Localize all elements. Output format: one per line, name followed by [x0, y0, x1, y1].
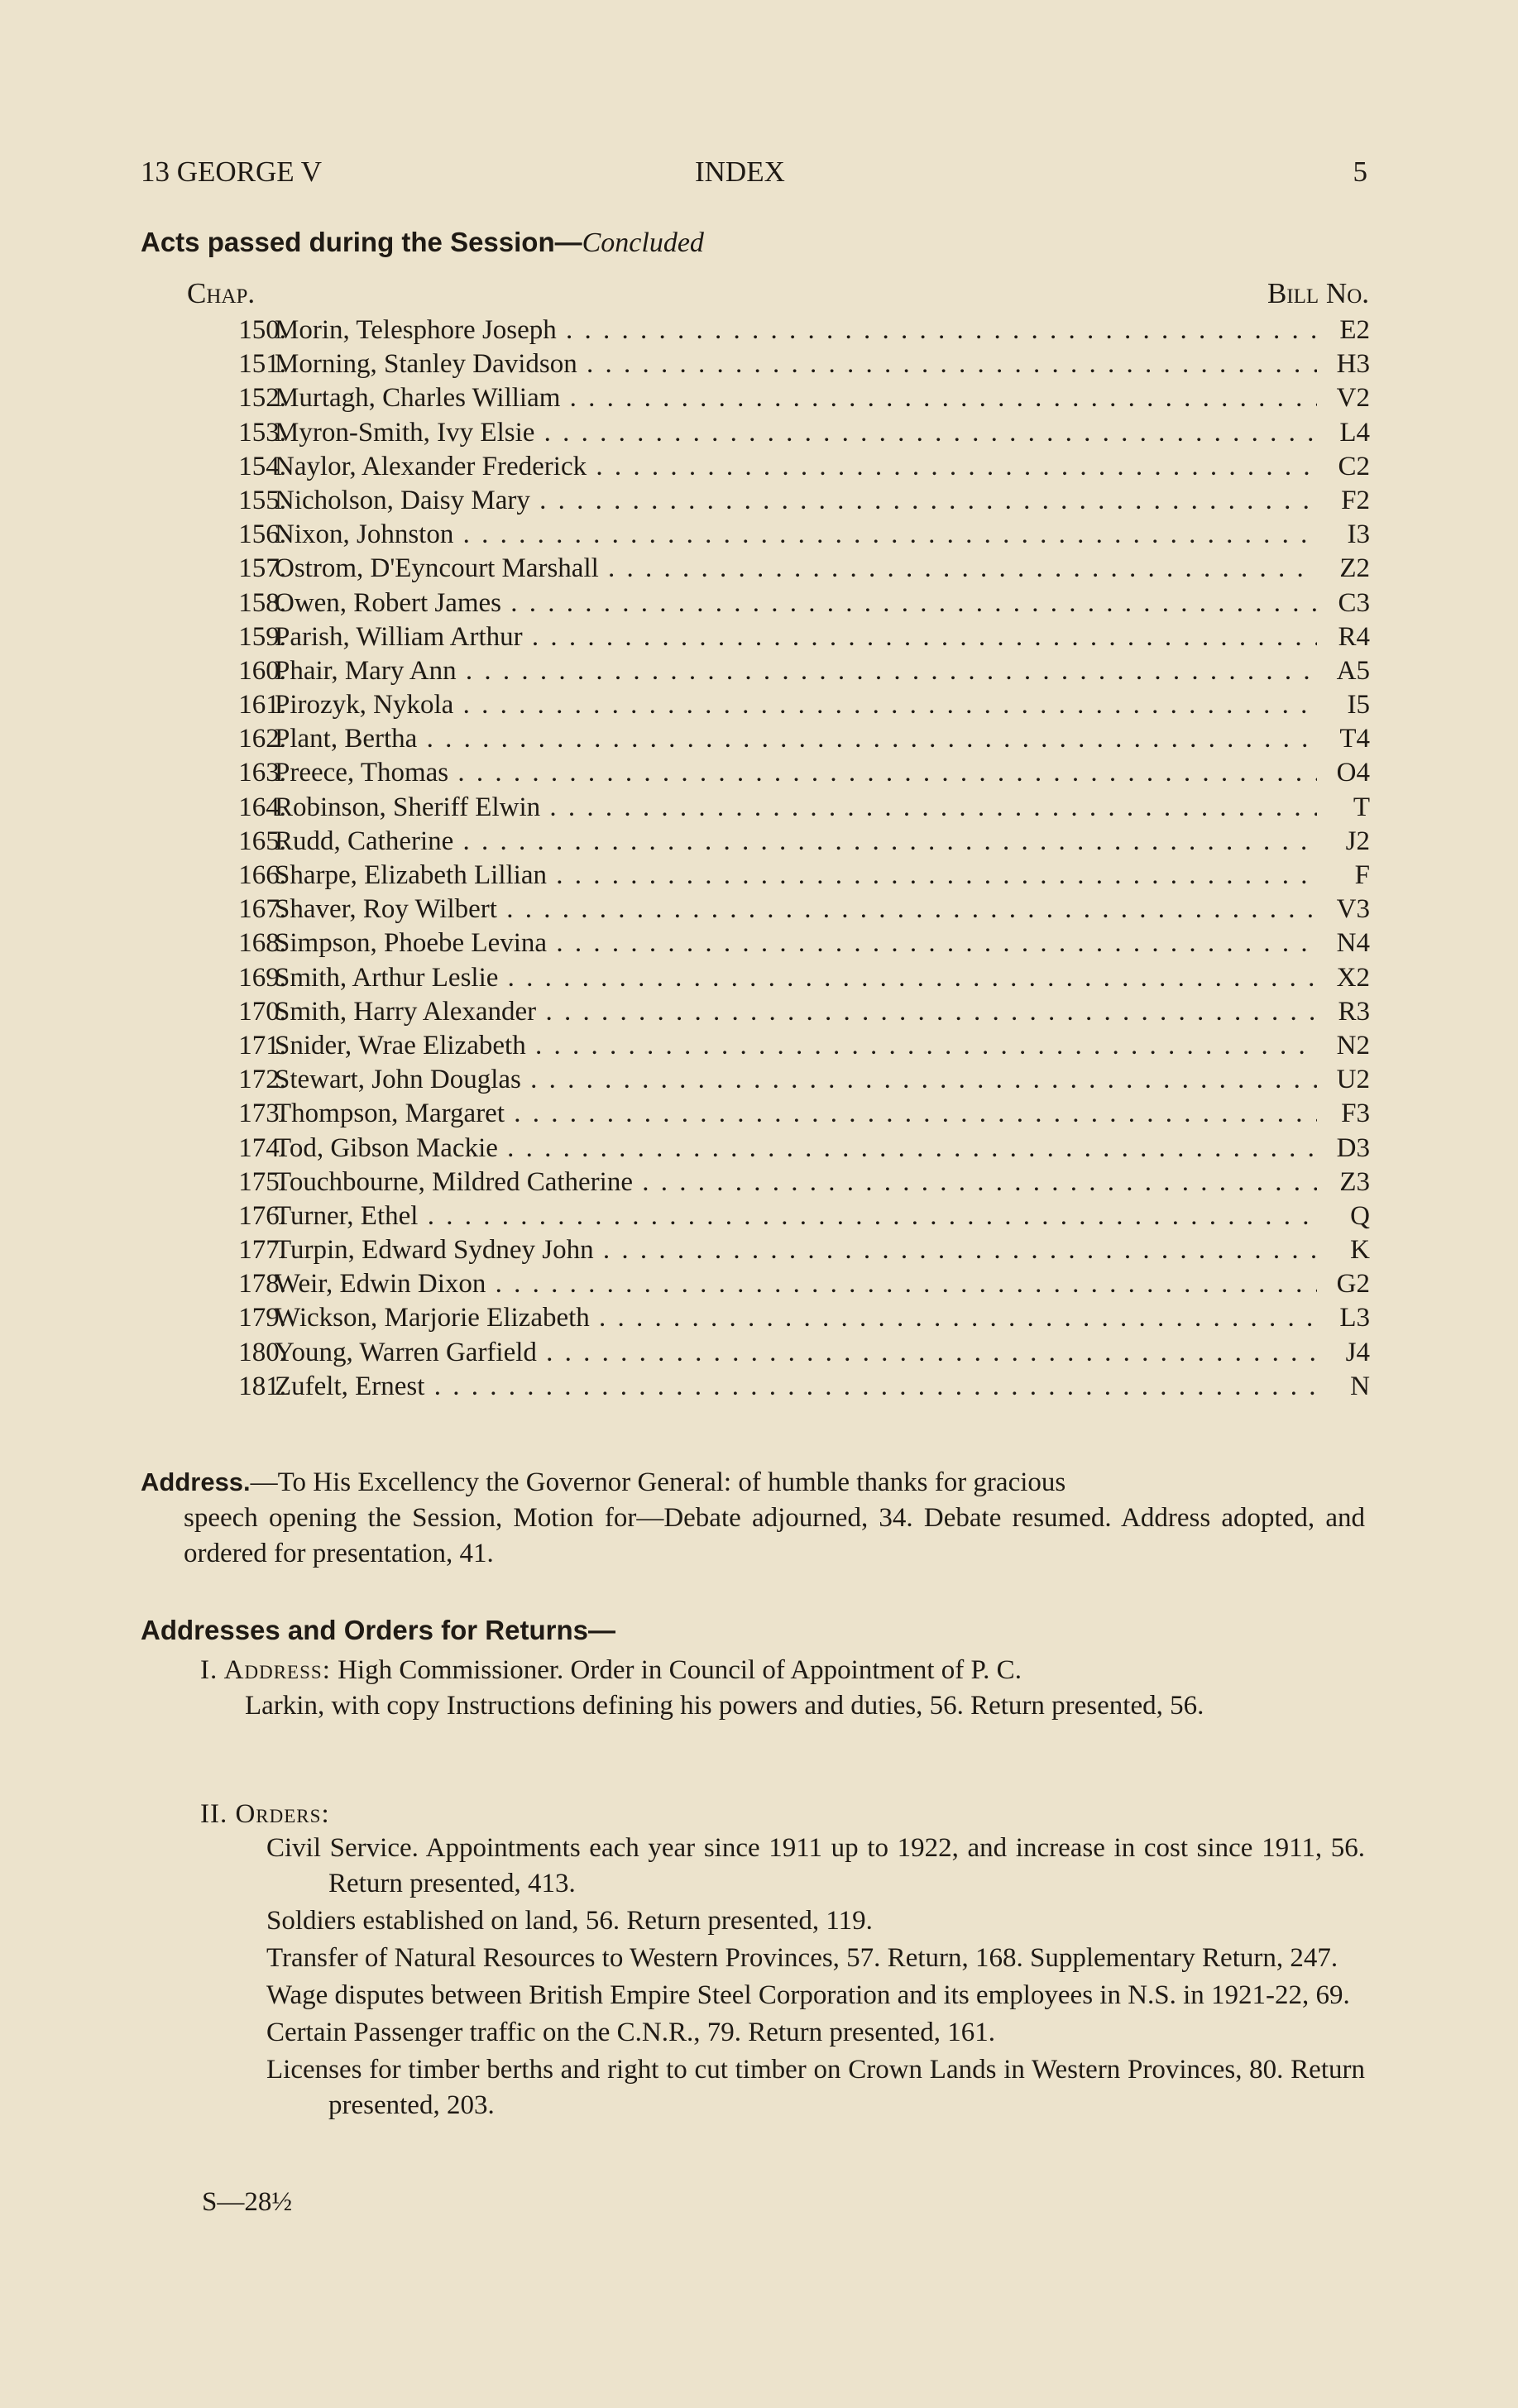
act-row: [187, 926, 1370, 960]
act-row: [187, 1132, 1370, 1166]
act-chapter-number: 179.: [238, 1303, 286, 1333]
running-head-left: 13 GEORGE V: [141, 156, 323, 188]
act-name: Morin, Telesphore Joseph . . .: [275, 314, 1317, 347]
act-bill-number: H3: [1336, 349, 1370, 380]
act-bill-number: T4: [1339, 724, 1370, 754]
act-row: [187, 381, 1370, 415]
address-continuation: speech opening the Session, Motion for—Debate adjourned, 34. Debate resumed. Address adopted, and ordered for presentation, 41.: [184, 1503, 1365, 1568]
act-bill-number: Z3: [1339, 1166, 1370, 1197]
act-bill-number: N2: [1336, 1030, 1370, 1060]
order-item: Licenses for timber berths and right to cut timber on Crown Lands in Western Provinces, 80. Return presented, 203.: [266, 2055, 1365, 2120]
acts-heading: [141, 227, 704, 259]
act-bill-number: I3: [1347, 519, 1370, 550]
act-name: Owen, Robert James . . .: [275, 586, 1317, 620]
act-chapter-number: 181.: [238, 1371, 286, 1401]
act-row: [187, 347, 1370, 381]
act-chapter-number: 150.: [238, 315, 286, 345]
act-row: [187, 518, 1370, 552]
act-bill-number: O4: [1336, 758, 1370, 788]
act-name: Plant, Bertha . . .: [275, 722, 1317, 756]
act-row: [187, 688, 1370, 722]
act-chapter-number: 176.: [238, 1200, 286, 1231]
act-bill-number: X2: [1336, 962, 1370, 993]
acts-heading-title: Acts passed during the Session—: [141, 227, 582, 257]
act-name: Shaver, Roy Wilbert . . .: [275, 893, 1317, 926]
act-name: Turner, Ethel . . .: [275, 1199, 1317, 1233]
act-chapter-number: 164.: [238, 792, 286, 822]
order-item: Civil Service. Appointments each year since 1911 up to 1922, and increase in cost since 1911, 56. Return presented, 413.: [266, 1833, 1365, 1898]
act-bill-number: F: [1354, 860, 1370, 890]
order-item: Soldiers established on land, 56. Return presented, 119.: [266, 1906, 873, 1936]
act-chapter-number: 155.: [238, 485, 286, 515]
act-name: Naylor, Alexander Frederick . . .: [275, 450, 1317, 484]
order-item: Wage disputes between British Empire Steel Corporation and its employees in N.S. in 1921-22, 69.: [266, 1980, 1350, 2010]
act-bill-number: V2: [1336, 383, 1370, 414]
act-row: [187, 620, 1370, 654]
act-chapter-number: 156.: [238, 519, 286, 550]
act-chapter-number: 175.: [238, 1166, 286, 1197]
addresses-orders-heading: Addresses and Orders for Returns—: [141, 1615, 615, 1645]
act-bill-number: Z2: [1339, 553, 1370, 584]
act-bill-number: K: [1350, 1235, 1370, 1266]
act-row: [187, 586, 1370, 620]
act-name: Sharpe, Elizabeth Lillian . . .: [275, 859, 1317, 893]
act-bill-number: J2: [1345, 826, 1370, 856]
act-chapter-number: 151.: [238, 349, 286, 380]
act-bill-number: I5: [1347, 690, 1370, 720]
act-bill-number: G2: [1336, 1269, 1370, 1300]
act-chapter-number: 172.: [238, 1065, 286, 1095]
act-chapter-number: 169.: [238, 962, 286, 993]
act-bill-number: U2: [1336, 1065, 1370, 1095]
act-bill-number: Q: [1350, 1200, 1370, 1231]
act-bill-number: E2: [1339, 315, 1370, 345]
order-item: Transfer of Natural Resources to Western Provinces, 57. Return, 168. Supplementary Return, 247.: [266, 1943, 1338, 1973]
act-name: Simpson, Phoebe Levina . . .: [275, 926, 1317, 960]
act-bill-number: F3: [1341, 1099, 1370, 1129]
act-name: Pirozyk, Nykola . . .: [275, 688, 1317, 722]
act-chapter-number: 171.: [238, 1030, 286, 1060]
act-row: [187, 484, 1370, 518]
orders-label-block: [200, 1797, 1365, 1832]
act-bill-number: N4: [1336, 928, 1370, 959]
act-row: [187, 893, 1370, 926]
act-row: [187, 995, 1370, 1029]
running-head-title: INDEX: [695, 156, 785, 188]
act-chapter-number: 170.: [238, 996, 286, 1027]
act-name: Turpin, Edward Sydney John . . .: [275, 1233, 1317, 1267]
address-label: I. Address:: [200, 1655, 331, 1685]
act-row: [187, 961, 1370, 995]
act-chapter-number: 174.: [238, 1132, 286, 1163]
acts-heading-suffix: Concluded: [582, 227, 704, 258]
act-chapter-number: 178.: [238, 1269, 286, 1300]
act-name: Smith, Harry Alexander . . .: [275, 995, 1317, 1029]
act-name: Young, Warren Garfield . . .: [275, 1336, 1317, 1370]
act-name: Smith, Arthur Leslie . . .: [275, 961, 1317, 995]
act-row: [187, 1336, 1370, 1370]
act-name: Zufelt, Ernest . . .: [275, 1370, 1317, 1404]
act-row: [187, 1267, 1370, 1301]
act-row: [187, 552, 1370, 586]
act-name: Parish, William Arthur . . .: [275, 620, 1317, 654]
address-high-commissioner-first: High Commissioner. Order in Council of Appointment of P. C.: [330, 1655, 1022, 1685]
act-row: [187, 1370, 1370, 1404]
act-bill-number: F2: [1341, 485, 1370, 515]
act-chapter-number: 153.: [238, 417, 286, 448]
act-name: Myron-Smith, Ivy Elsie . . .: [275, 416, 1317, 450]
address-entry: [141, 1464, 1365, 1572]
address-high-commissioner: [200, 1653, 1365, 1724]
act-name: Wickson, Marjorie Elizabeth . . .: [275, 1301, 1317, 1335]
act-bill-number: T: [1353, 792, 1370, 822]
act-row: [187, 1029, 1370, 1063]
act-chapter-number: 157.: [238, 553, 286, 584]
act-bill-number: L3: [1339, 1303, 1370, 1333]
act-row: [187, 1166, 1370, 1199]
chap-column-header: Chap.: [187, 277, 256, 309]
act-name: Rudd, Catherine . . .: [275, 825, 1317, 859]
act-name: Morning, Stanley Davidson . . .: [275, 347, 1317, 381]
act-chapter-number: 166.: [238, 860, 286, 890]
act-row: [187, 791, 1370, 825]
column-headers: [187, 277, 1369, 310]
act-bill-number: L4: [1339, 417, 1370, 448]
act-row: [187, 722, 1370, 756]
act-chapter-number: 173.: [238, 1099, 286, 1129]
act-chapter-number: 158.: [238, 587, 286, 618]
act-chapter-number: 160.: [238, 655, 286, 686]
page-number: 5: [1353, 156, 1367, 188]
act-bill-number: J4: [1345, 1337, 1370, 1367]
bill-column-header: Bill No.: [1267, 277, 1369, 309]
act-name: Nicholson, Daisy Mary . . .: [275, 484, 1317, 518]
act-chapter-number: 168.: [238, 928, 286, 959]
act-name: Ostrom, D'Eyncourt Marshall . . .: [275, 552, 1317, 586]
acts-list: [187, 314, 1370, 1404]
act-row: [187, 1063, 1370, 1097]
act-bill-number: C3: [1338, 587, 1370, 618]
act-chapter-number: 161.: [238, 690, 286, 720]
act-row: [187, 1199, 1370, 1233]
act-name: Thompson, Margaret . . .: [275, 1097, 1317, 1131]
act-name: Robinson, Sheriff Elwin . . .: [275, 791, 1317, 825]
act-name: Tod, Gibson Mackie . . .: [275, 1132, 1317, 1166]
order-item: Certain Passenger traffic on the C.N.R., 79. Return presented, 161.: [266, 2018, 996, 2047]
act-bill-number: V3: [1336, 894, 1370, 925]
act-bill-number: D3: [1336, 1132, 1370, 1163]
act-name: Phair, Mary Ann . . .: [275, 654, 1317, 688]
act-row: [187, 1301, 1370, 1335]
act-chapter-number: 162.: [238, 724, 286, 754]
act-row: [187, 756, 1370, 790]
act-row: [187, 416, 1370, 450]
act-name: Weir, Edwin Dixon . . .: [275, 1267, 1317, 1301]
act-chapter-number: 167.: [238, 894, 286, 925]
act-bill-number: R3: [1338, 996, 1370, 1027]
act-name: Stewart, John Douglas . . .: [275, 1063, 1317, 1097]
act-row: [187, 1233, 1370, 1267]
orders-list: [266, 1831, 1365, 2125]
act-row: [187, 314, 1370, 347]
address-first-line: —To His Excellency the Governor General: of humble thanks for gracious: [250, 1467, 1066, 1497]
act-chapter-number: 177.: [238, 1235, 286, 1266]
act-row: [187, 654, 1370, 688]
act-name: Nixon, Johnston . . .: [275, 518, 1317, 552]
act-name: Touchbourne, Mildred Catherine . . .: [275, 1166, 1317, 1199]
act-chapter-number: 180.: [238, 1337, 286, 1367]
address-high-commissioner-rest: Larkin, with copy Instructions defining his powers and duties, 56. Return presented, 56.: [245, 1691, 1204, 1721]
act-chapter-number: 165.: [238, 826, 286, 856]
act-name: Snider, Wrae Elizabeth . . .: [275, 1029, 1317, 1063]
orders-label: II. Orders:: [200, 1799, 330, 1829]
act-row: [187, 450, 1370, 484]
act-bill-number: R4: [1338, 621, 1370, 652]
act-row: [187, 1097, 1370, 1131]
address-lead: Address.: [141, 1467, 251, 1496]
act-bill-number: A5: [1336, 655, 1370, 686]
running-head: [141, 156, 1367, 192]
act-name: Preece, Thomas . . .: [275, 756, 1317, 790]
act-chapter-number: 159.: [238, 621, 286, 652]
act-row: [187, 825, 1370, 859]
act-bill-number: C2: [1338, 451, 1370, 481]
act-name: Murtagh, Charles William . . .: [275, 381, 1317, 415]
act-chapter-number: 154.: [238, 451, 286, 481]
act-chapter-number: 152.: [238, 383, 286, 414]
signature-mark: S—28½: [202, 2187, 293, 2217]
act-bill-number: N: [1350, 1371, 1370, 1401]
act-chapter-number: 163.: [238, 758, 286, 788]
act-row: [187, 859, 1370, 893]
